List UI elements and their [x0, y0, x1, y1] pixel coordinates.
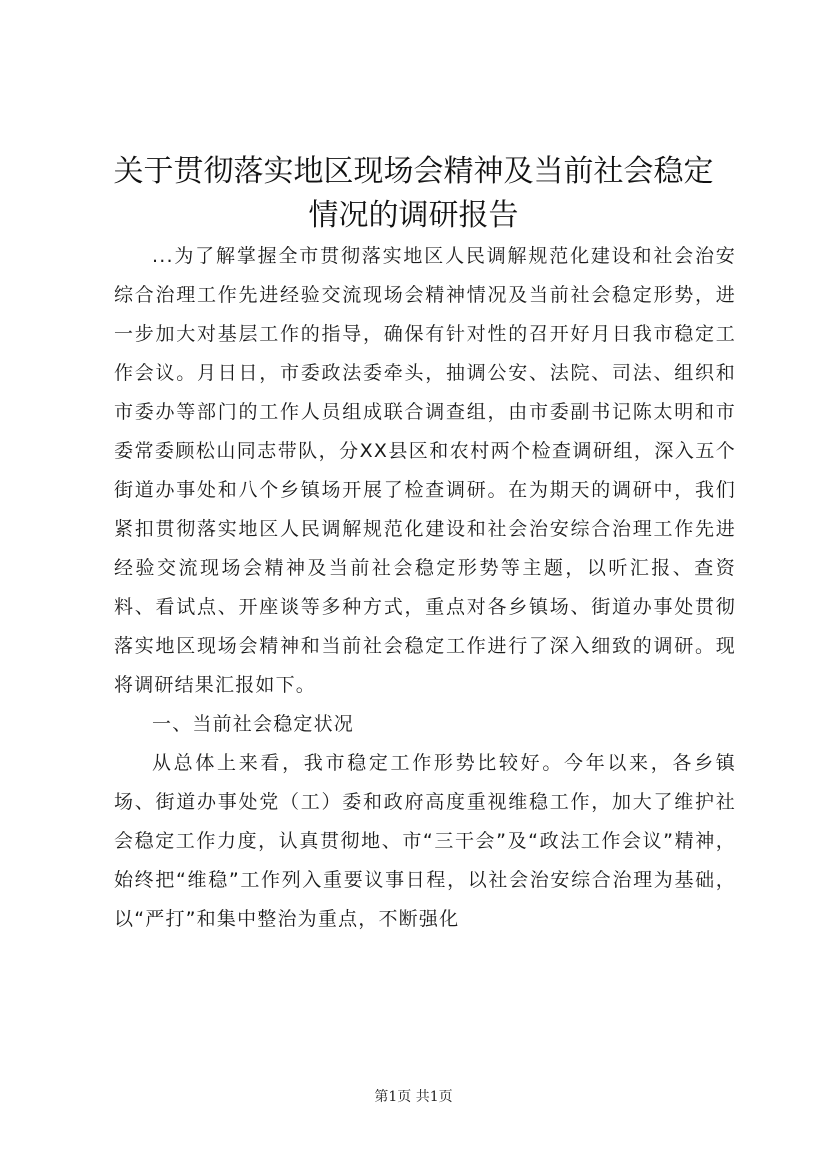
paragraph-status: 从总体上来看，我市稳定工作形势比较好。今年以来，各乡镇场、街道办事处党（工）委和政府高度重视维稳工作，加大了维护社会稳定工作力度，认真贯彻地、市“三干会”及“政法工作会议”精神，始终把“维稳”工作列入重要议事日程，以社会治安综合治理为基础，以“严打”和集中整治为重点，不断强化 [114, 752, 736, 930]
section-heading-1: 一、当前社会稳定状况 [152, 713, 355, 735]
document-body [114, 237, 736, 939]
paragraph-intro: ...为了解掌握全市贯彻落实地区人民调解规范化建设和社会治安综合治理工作先进经验交流现场会精神情况及当前社会稳定形势，进一步加大对基层工作的指导，确保有针对性的召开好月日我市稳定工作会议。月日日，市委政法委牵头，抽调公安、法院、司法、组织和市委办等部门的工作人员组成联合调查组，由市委副书记陈太明和市委常委顾松山同志带队，分XX县区和农村两个检查调研组，深入五个街道办事处和八个乡镇场开展了检查调研。在为期天的调研中，我们紧扣贯彻落实地区人民调解规范化建设和社会治安综合治理工作先进经验交流现场会精神及当前社会稳定形势等主题，以听汇报、查资料、看试点、开座谈等多种方式，重点对各乡镇场、街道办事处贯彻落实地区现场会精神和当前社会稳定工作进行了深入细致的调研。现将调研结果汇报如下。 [114, 245, 736, 696]
title-line-2: 情况的调研报告 [308, 198, 519, 233]
title-line-1: 关于贯彻落实地区现场会精神及当前社会稳定 [113, 154, 714, 189]
page-footer: 第1页 共1页 [374, 1089, 453, 1105]
document-title [60, 150, 767, 238]
